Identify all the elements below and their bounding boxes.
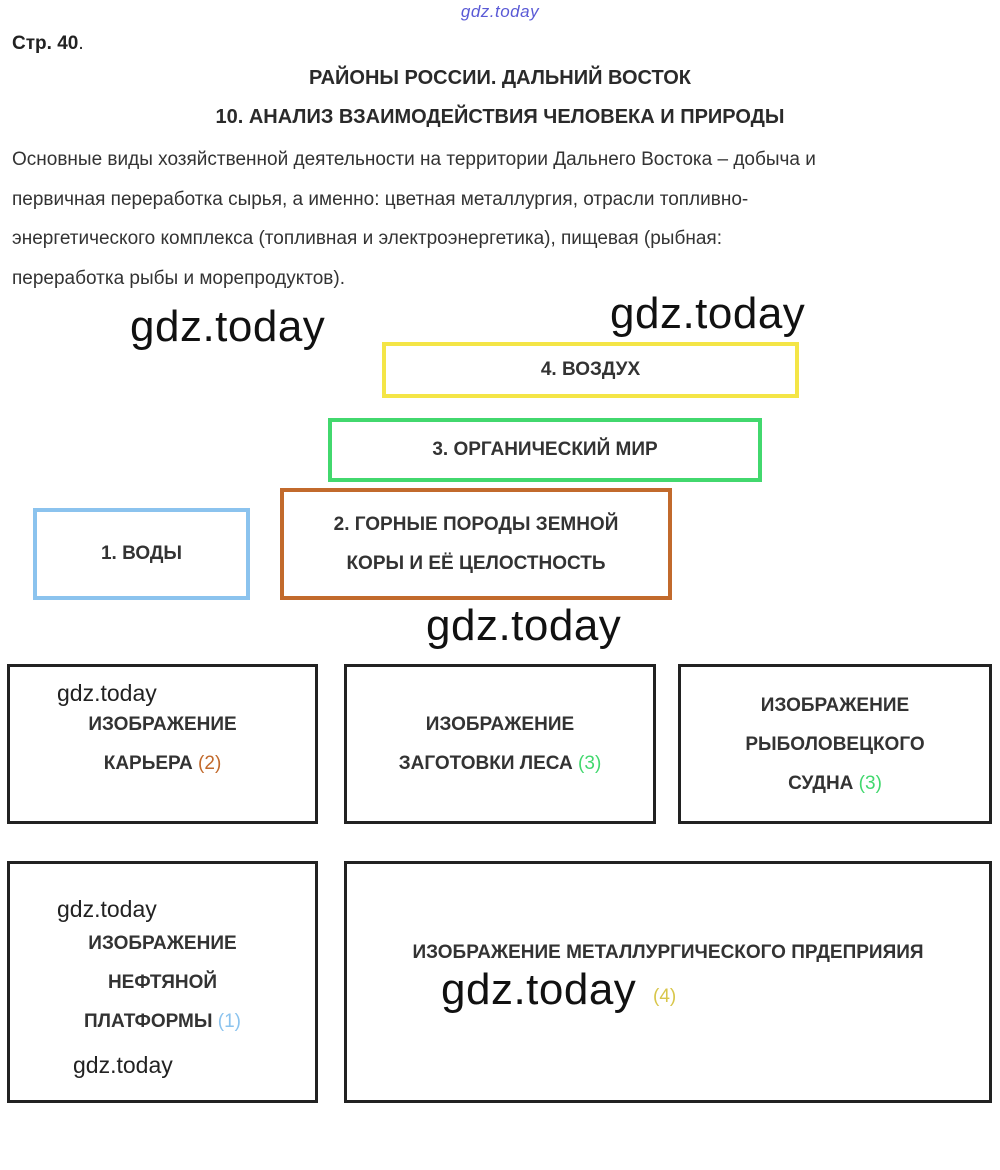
intro-paragraph <box>12 140 982 298</box>
page-reference-punct: . <box>78 33 84 54</box>
card-fishing-ref: (3) <box>858 772 882 794</box>
watermark: gdz.today <box>73 1052 173 1078</box>
card-logging-ref: (3) <box>578 753 602 774</box>
card-quarry-ref: (2) <box>198 753 222 774</box>
card-oil-line2: НЕФТЯНОЙ <box>107 971 218 993</box>
category-air-label: 4. ВОЗДУХ <box>540 359 641 380</box>
card-fishing-vessel <box>678 664 992 824</box>
page-reference <box>12 33 84 55</box>
card-metallurgy-ref: (4) <box>653 986 677 1007</box>
card-oil-ref: (1) <box>217 1010 241 1032</box>
category-water-label: 1. ВОДЫ <box>100 543 183 564</box>
card-fishing-line2: РЫБОЛОВЕЦКОГО <box>745 733 925 755</box>
paragraph-line: энергетического комплекса (топливная и электроэнергетика), пищевая (рыбная: <box>12 228 722 249</box>
category-organic-box <box>328 418 762 482</box>
card-fishing-line3: СУДНА <box>788 772 854 794</box>
watermark: gdz.today <box>610 289 806 338</box>
watermark-top: gdz.today <box>460 2 540 21</box>
watermark: gdz.today <box>57 680 157 706</box>
card-fishing-line1: ИЗОБРАЖЕНИЕ <box>760 694 910 716</box>
card-metallurgy-line1: ИЗОБРАЖЕНИЕ МЕТАЛЛУРГИЧЕСКОГО ПРДЕПРИЯИЯ <box>412 942 924 963</box>
section-title: РАЙОНЫ РОССИИ. ДАЛЬНИЙ ВОСТОК <box>309 67 691 89</box>
category-air-box <box>382 342 799 398</box>
watermark: gdz.today <box>130 302 326 351</box>
paragraph-line: переработка рыбы и морепродуктов). <box>12 267 346 289</box>
page-reference-label: Стр. 40 <box>12 33 79 54</box>
card-quarry <box>7 664 318 824</box>
section-subtitle: 10. АНАЛИЗ ВЗАИМОДЕЙСТВИЯ ЧЕЛОВЕКА И ПРИРОДЫ <box>215 106 785 128</box>
card-oil-line3: ПЛАТФОРМЫ <box>83 1010 213 1032</box>
card-logging-line2: ЗАГОТОВКИ ЛЕСА <box>398 753 573 774</box>
category-rocks-label-line2: КОРЫ И ЕЁ ЦЕЛОСТНОСТЬ <box>346 553 606 574</box>
watermark: gdz.today <box>441 965 637 1014</box>
category-rocks-label-line1: 2. ГОРНЫЕ ПОРОДЫ ЗЕМНОЙ <box>333 514 619 535</box>
card-oil-line1: ИЗОБРАЖЕНИЕ <box>88 932 237 954</box>
paragraph-line: Основные виды хозяйственной деятельности на территории Дальнего Востока – добыча и <box>12 149 816 170</box>
card-logging <box>344 664 656 824</box>
watermark: gdz.today <box>57 896 157 922</box>
category-water-box <box>33 508 250 600</box>
card-logging-line1: ИЗОБРАЖЕНИЕ <box>425 714 575 735</box>
category-rocks-box <box>280 488 672 600</box>
paragraph-line: первичная переработка сырья, а именно: цветная металлургия, отрасли топливно- <box>12 188 749 210</box>
card-quarry-line1: ИЗОБРАЖЕНИЕ <box>88 714 237 735</box>
watermark: gdz.today <box>426 601 622 650</box>
card-quarry-line2: КАРЬЕРА <box>103 753 193 774</box>
category-organic-label: 3. ОРГАНИЧЕСКИЙ МИР <box>432 439 658 460</box>
